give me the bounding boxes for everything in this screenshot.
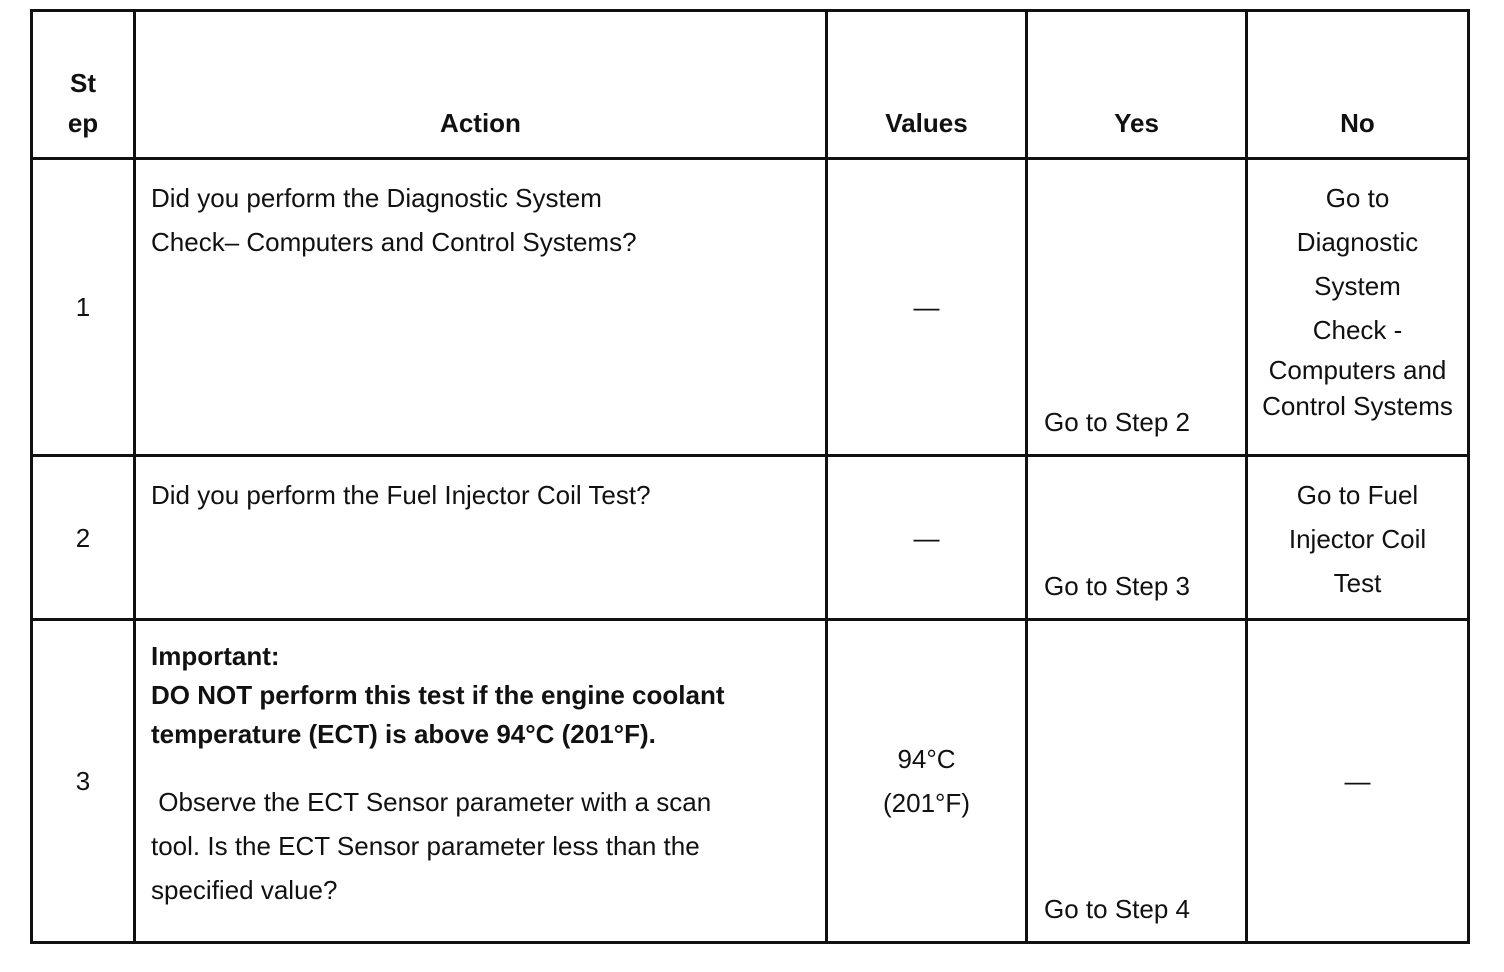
header-step-line-2: ep [67,108,99,138]
header-yes: Yes [1027,11,1247,159]
action-text: tool. Is the ECT Sensor parameter less than the [151,831,700,861]
table-row [32,456,1469,620]
action-cell [135,456,827,620]
important-label: Important: [151,641,280,671]
no-text: Injector Coil [1288,524,1427,554]
no-cell [1247,456,1469,620]
step-number: 1 [32,159,135,456]
important-text: DO NOT perform this test if the engine coolant [151,680,725,710]
diagnostic-table [30,9,1470,944]
no-text: Diagnostic [1296,227,1419,257]
no-text: Control Systems [1262,391,1453,421]
values-cell [827,620,1027,943]
values-text: (201°F) [883,788,970,818]
no-text: Go to [1325,183,1390,213]
no-text: Test [1333,568,1382,598]
header-row [32,11,1469,159]
no-text: Check - [1312,315,1403,345]
values-cell: — [827,456,1027,620]
action-cell [135,620,827,943]
step-number: 2 [32,456,135,620]
no-text: Computers and [1268,355,1447,385]
table-row [32,620,1469,943]
action-text: Observe the ECT Sensor parameter with a scan [151,787,712,817]
no-text: System [1314,271,1401,301]
yes-cell: Go to Step 2 [1027,159,1247,456]
important-text: temperature (ECT) is above 94°C (201°F). [151,719,656,749]
header-action: Action [135,11,827,159]
no-cell: — [1247,620,1469,943]
action-text: Did you perform the Diagnostic System [151,183,602,213]
header-values: Values [827,11,1027,159]
action-text: specified value? [151,875,338,905]
values-cell: — [827,159,1027,456]
yes-cell: Go to Step 3 [1027,456,1247,620]
action-text: Did you perform the Fuel Injector Coil Test? [151,480,651,510]
header-step [32,11,135,159]
table-row [32,159,1469,456]
values-text: 94°C [897,744,956,774]
step-number: 3 [32,620,135,943]
yes-cell: Go to Step 4 [1027,620,1247,943]
no-cell [1247,159,1469,456]
action-text: Check– Computers and Control Systems? [151,227,637,257]
header-step-line-1: St [70,68,96,98]
no-text: Go to Fuel [1296,480,1419,510]
action-cell [135,159,827,456]
header-no: No [1247,11,1469,159]
